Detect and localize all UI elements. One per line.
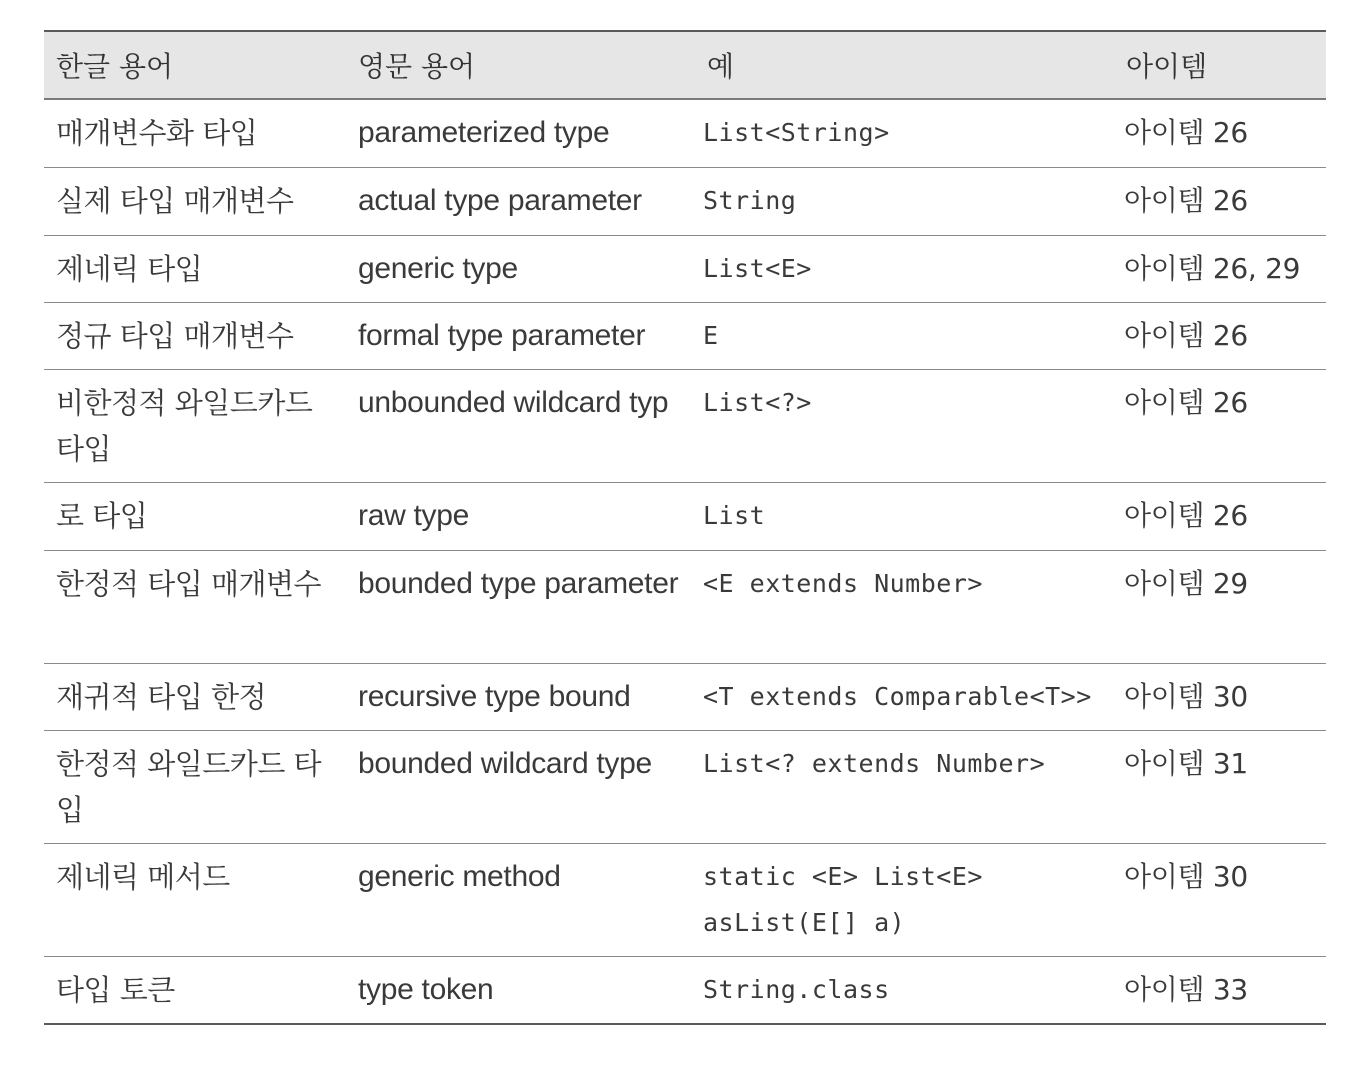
- header-example: 예: [695, 31, 1114, 99]
- item-reference-cell: 아이템 26: [1114, 302, 1326, 369]
- table-row: [44, 167, 1326, 235]
- korean-term-cell: 로 타입: [44, 482, 346, 550]
- example-code-cell: List<E>: [695, 235, 1114, 302]
- item-reference-cell: 아이템 30: [1114, 843, 1326, 956]
- table-row: [44, 663, 1326, 730]
- english-term-cell: formal type parameter: [346, 302, 695, 369]
- header-row: [44, 31, 1326, 99]
- generics-terms-table-container: [44, 30, 1326, 1025]
- table-header: [44, 31, 1326, 99]
- korean-term-cell: 한정적 와일드카드 타입: [44, 730, 346, 843]
- korean-term-cell: 정규 타입 매개변수: [44, 302, 346, 369]
- korean-term-cell: 타입 토큰: [44, 956, 346, 1024]
- english-term-cell: bounded wildcard type: [346, 730, 695, 843]
- english-term-cell: recursive type bound: [346, 663, 695, 730]
- example-code-cell: List<? extends Number>: [695, 730, 1114, 843]
- english-term-cell: generic type: [346, 235, 695, 302]
- english-term-cell: generic method: [346, 843, 695, 956]
- korean-term-cell: 실제 타입 매개변수: [44, 167, 346, 235]
- item-reference-cell: 아이템 31: [1114, 730, 1326, 843]
- example-code-cell: String.class: [695, 956, 1114, 1024]
- english-term-cell: unbounded wildcard typ: [346, 369, 695, 482]
- item-reference-cell: 아이템 26: [1114, 482, 1326, 550]
- generics-terms-table: [44, 30, 1326, 1025]
- example-code-cell: String: [695, 167, 1114, 235]
- example-code-cell: <E extends Number>: [695, 550, 1114, 663]
- item-reference-cell: 아이템 26: [1114, 167, 1326, 235]
- korean-term-cell: 제네릭 타입: [44, 235, 346, 302]
- english-term-cell: raw type: [346, 482, 695, 550]
- item-reference-cell: 아이템 26, 29: [1114, 235, 1326, 302]
- table-row: [44, 730, 1326, 843]
- korean-term-cell: 매개변수화 타입: [44, 99, 346, 167]
- table-body: [44, 99, 1326, 1024]
- header-item: 아이템: [1114, 31, 1326, 99]
- korean-term-cell: 제네릭 메서드: [44, 843, 346, 956]
- english-term-cell: parameterized type: [346, 99, 695, 167]
- table-row: [44, 302, 1326, 369]
- english-term-cell: type token: [346, 956, 695, 1024]
- item-reference-cell: 아이템 33: [1114, 956, 1326, 1024]
- example-code-cell: <T extends Comparable<T>>: [695, 663, 1114, 730]
- item-reference-cell: 아이템 26: [1114, 369, 1326, 482]
- item-reference-cell: 아이템 26: [1114, 99, 1326, 167]
- english-term-cell: bounded type parameter: [346, 550, 695, 663]
- example-code-cell: static <E> List<E> asList(E[] a): [695, 843, 1114, 956]
- item-reference-cell: 아이템 30: [1114, 663, 1326, 730]
- table-row: [44, 843, 1326, 956]
- example-code-cell: List<?>: [695, 369, 1114, 482]
- korean-term-cell: 재귀적 타입 한정: [44, 663, 346, 730]
- table-row: [44, 99, 1326, 167]
- header-korean-term: 한글 용어: [44, 31, 346, 99]
- table-row: [44, 550, 1326, 663]
- item-reference-cell: 아이템 29: [1114, 550, 1326, 663]
- table-row: [44, 235, 1326, 302]
- example-code-cell: List<String>: [695, 99, 1114, 167]
- table-row: [44, 482, 1326, 550]
- header-english-term: 영문 용어: [346, 31, 695, 99]
- example-code-cell: List: [695, 482, 1114, 550]
- table-row: [44, 956, 1326, 1024]
- example-code-cell: E: [695, 302, 1114, 369]
- table-row: [44, 369, 1326, 482]
- korean-term-cell: 한정적 타입 매개변수: [44, 550, 346, 663]
- english-term-cell: actual type parameter: [346, 167, 695, 235]
- korean-term-cell: 비한정적 와일드카드 타입: [44, 369, 346, 482]
